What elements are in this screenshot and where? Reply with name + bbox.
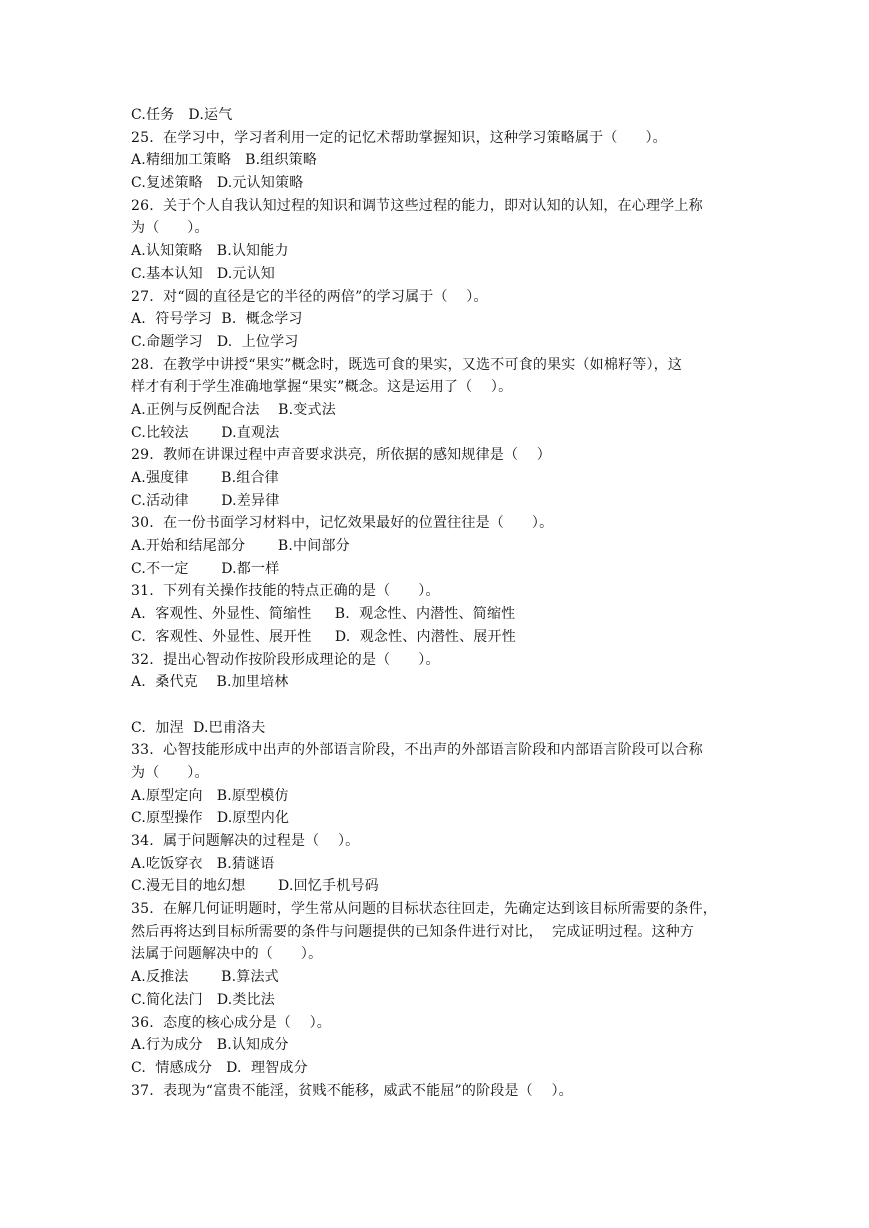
answer-options: A.行为成分 B.认知成分 xyxy=(131,1037,289,1054)
answer-options: C.简化法门 D.类比法 xyxy=(131,991,275,1008)
question-31: 31. 下列有关操作技能的特点正确的是（ ）。 xyxy=(131,583,440,600)
answer-options: A.精细加工策略 B.组织策略 xyxy=(131,152,318,169)
answer-options: A.原型定向 B.原型模仿 xyxy=(131,787,289,804)
question-34: 34. 属于问题解决的过程是（ ）。 xyxy=(131,833,360,849)
answer-options: A.反推法 B.算法式 xyxy=(131,969,279,986)
blank-line xyxy=(131,694,741,717)
question-35: 35. 在解几何证明题时，学生常从问题的目标状态往回走，先确定达到该目标所需要的条件， xyxy=(131,901,717,918)
answer-options: C.活动律 D.差异律 xyxy=(131,492,280,509)
answer-options: C. 客观性、外显性、展开性 D. 观念性、内潜性、展开性 xyxy=(131,628,516,645)
answer-options: C.漫无目的地幻想 D.回忆手机号码 xyxy=(131,878,379,895)
answer-options: A.正例与反例配合法 B.变式法 xyxy=(131,401,336,418)
answer-options: C. 情感成分 D. 理智成分 xyxy=(131,1059,308,1076)
question-35-continued: 然后再将达到目标所需要的条件与问题提供的已知条件进行对比， 完成证明过程。这种方 xyxy=(131,923,695,940)
answer-options: C.复述策略 D.元认知策略 xyxy=(131,175,304,192)
answer-options: C. 加涅 D.巴甫洛夫 xyxy=(131,719,266,736)
answer-options: C.比较法 D.直观法 xyxy=(131,424,280,441)
answer-options: A. 桑代克 B.加里培林 xyxy=(131,674,289,691)
answer-options: A.吃饭穿衣 B.猜谜语 xyxy=(131,855,275,872)
answer-options: A.开始和结尾部分 B.中间部分 xyxy=(131,538,350,555)
question-28-continued: 样才有利于学生准确地掌握“果实”概念。这是运用了（ ）。 xyxy=(131,379,513,396)
text-line: C.任务 D.运气 xyxy=(131,107,233,123)
question-26-continued: 为（ ）。 xyxy=(131,220,209,237)
question-33-continued: 为（ ）。 xyxy=(131,764,209,781)
answer-options: C.命题学习 D. 上位学习 xyxy=(131,333,299,350)
question-30: 30. 在一份书面学习材料中，记忆效果最好的位置往往是（ ）。 xyxy=(131,515,554,532)
question-29: 29. 教师在讲课过程中声音要求洪亮，所依据的感知规律是（ ） xyxy=(131,447,551,464)
answer-options: A. 客观性、外显性、简缩性 B. 观念性、内潜性、简缩性 xyxy=(131,606,516,623)
answer-options: C.不一定 D.都一样 xyxy=(131,560,280,577)
question-33: 33. 心智技能形成中出声的外部语言阶段，不出声的外部语言阶段和内部语言阶段可以合称 xyxy=(131,742,703,759)
answer-options: C.基本认知 D.元认知 xyxy=(131,265,275,282)
answer-options: A.认知策略 B.认知能力 xyxy=(131,243,289,260)
question-37: 37. 表现为“富贵不能淫，贫贱不能移，威武不能屈”的阶段是（ ）。 xyxy=(131,1082,573,1099)
document-page xyxy=(131,104,741,1102)
answer-options: A.强度律 B.组合律 xyxy=(131,470,279,486)
question-36: 36. 态度的核心成分是（ ）。 xyxy=(131,1014,331,1031)
answer-options: C.原型操作 D.原型内化 xyxy=(131,810,290,827)
question-35-continued: 法属于问题解决中的（ ）。 xyxy=(131,946,323,963)
question-25: 25. 在学习中，学习者利用一定的记忆术帮助掌握知识，这种学习策略属于（ ）。 xyxy=(131,129,667,146)
question-26: 26. 关于个人自我认知过程的知识和调节这些过程的能力，即对认知的认知，在心理学上称 xyxy=(131,197,703,214)
question-27: 27. 对“圆的直径是它的半径的两倍”的学习属于（ ）。 xyxy=(131,288,488,305)
question-32: 32. 提出心智动作按阶段形成理论的是（ ）。 xyxy=(131,651,440,668)
answer-options: A. 符号学习 B. 概念学习 xyxy=(131,311,303,328)
question-28: 28. 在教学中讲授“果实”概念时，既选可食的果实，又选不可食的果实（如棉籽等），这 xyxy=(131,356,683,373)
